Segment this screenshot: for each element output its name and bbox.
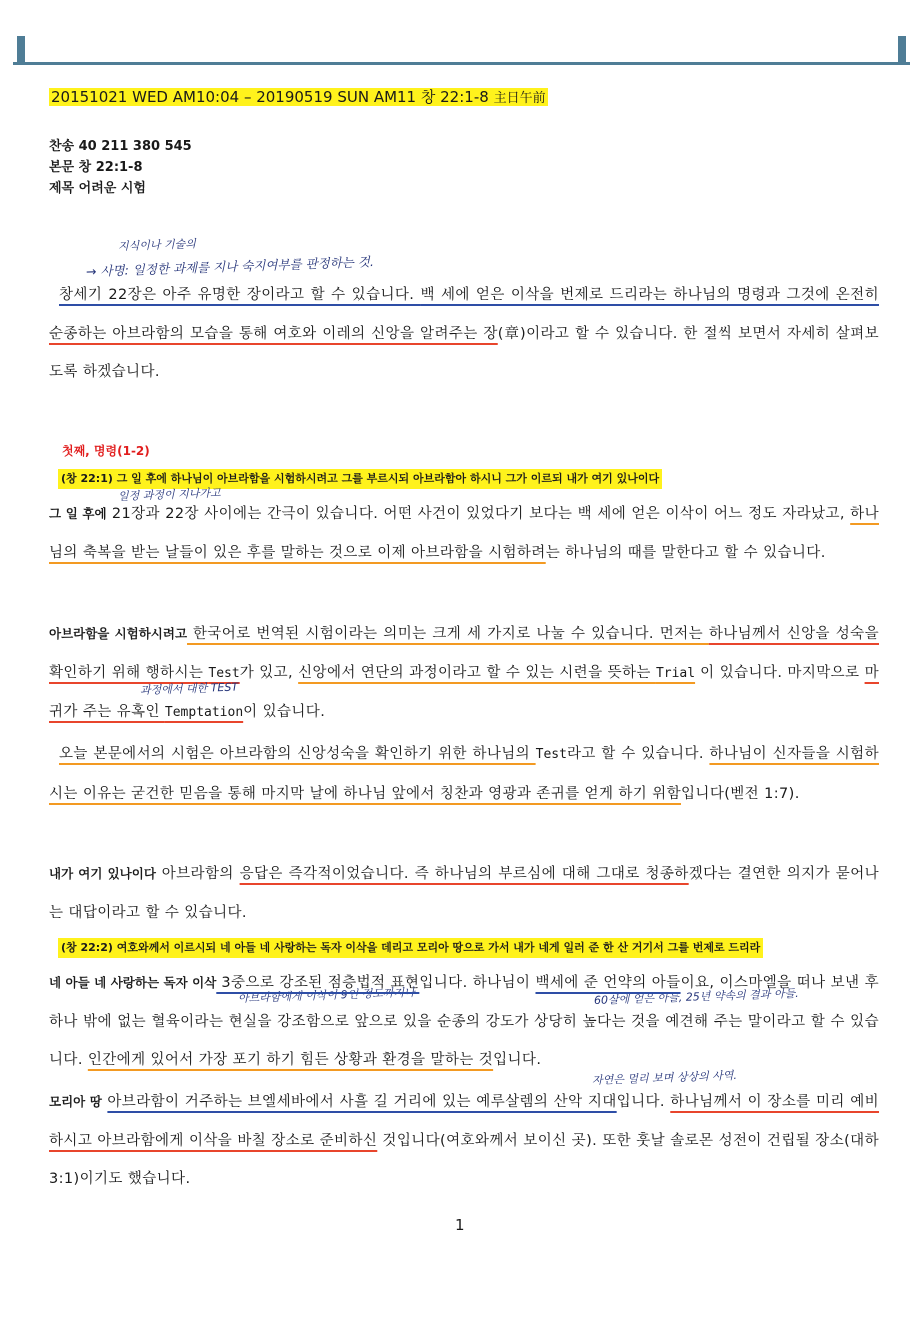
paragraph-todays-test: 오늘 본문에서의 시험은 아브라함의 신앙성숙을 확인하기 위한 하나님의 Test라고 할 수 있습니다. 하나님이 신자들을 시험하시는 이유는 굳건한 믿음을 통해 마지막 날에 하나님 앞에서 칭찬과 영광과 존귀를 얻게 하기 위함입니다(벧전 1:7). — [49, 746, 880, 802]
handwritten-note: 지식이나 기술의 — [117, 237, 197, 253]
handwritten-note: 과정에서 대한 TEST — [139, 680, 239, 697]
hymn-line: 찬송 40 211 380 545 — [49, 139, 192, 154]
text-line: 본문 창 22:1-8 — [49, 160, 143, 175]
handwritten-note: → 사명: 일정한 과제를 지나 숙지여부를 판정하는 것. — [85, 253, 375, 279]
top-rule — [13, 62, 910, 65]
page-number: 1 — [455, 1216, 465, 1234]
top-rule-right-tab — [898, 36, 906, 64]
lead-phrase: 아브라함을 시험하시려고 — [49, 626, 188, 641]
lead-phrase: 그 일 후에 — [49, 506, 107, 521]
handwritten-note: 일정 과정이 지나가고 — [117, 486, 221, 503]
paragraph-after: 그 일 후에 21장과 22장 사이에는 간극이 있습니다. 어떤 사건이 있었다기 보다는 백 세에 얻은 이삭이 어느 정도 자라났고, 하나님의 축복을 받는 날들이 있은 후를 말하는 것으로 이제 아브라함을 시험하려는 하나님의 때를 말한다고 할 수 있습니다. — [49, 506, 879, 561]
handwritten-note: 60살에 얻은 아들, 25년 약속의 결과 아들. — [593, 986, 799, 1007]
lead-phrase: 내가 여기 있나이다 — [49, 866, 156, 881]
lead-phrase: 네 아들 네 사랑하는 독자 이삭 — [49, 975, 217, 990]
paragraph-test-meanings: 아브라함을 시험하시려고 한국어로 번역된 시험이라는 의미는 크게 세 가지로 나눌 수 있습니다. 먼저는 하나님께서 신앙을 성숙을 확인하기 위해 행하시는 Test가 있고, 신앙에서 연단의 과정이라고 할 수 있는 시련을 뜻하는 Trial 이 있습니다. 마지막으로 마귀가 주는 유혹인 Temptation이 있습니다. — [49, 626, 879, 720]
verse-quote: (창 22:1) 그 일 후에 하나님이 아브라함을 시험하시려고 그를 부르시되 아브라함아 하시니 그가 이르되 내가 여기 있나이다 — [58, 469, 662, 489]
handwritten-note: 아브라함에게 이삭이 9인 정도까지나 — [237, 985, 416, 1005]
section-heading: 첫째, 명령(1-2) — [62, 444, 150, 458]
lead-phrase: 모리아 땅 — [49, 1094, 103, 1109]
paragraph-only-son: 네 아들 네 사랑하는 독자 이삭 3중으로 강조된 점층법적 표현입니다. 하나님이 백세에 준 언약의 아들이요, 이스마엘을 떠나 보낸 후 하나 밖에 없는 혈육이라는 현실을 강조함으로 앞으로 있을 순종의 강도가 상당히 높다는 것을 예견해 주는 말이라고 할 수 있습니다. 인간에게 있어서 가장 포기 하기 힘든 상황과 환경을 말하는 것입니다. — [49, 975, 879, 1068]
verse-quote: (창 22:2) 여호와께서 이르시되 네 아들 네 사랑하는 독자 이삭을 데리고 모리아 땅으로 가서 내가 네게 일러 준 한 산 거기서 그를 번제로 드리라 — [58, 938, 763, 958]
intro-paragraph: 창세기 22장은 아주 유명한 장이라고 할 수 있습니다. 백 세에 얻은 이삭을 번제로 드리라는 하나님의 명령과 그것에 온전히 순종하는 아브라함의 모습을 통해 여호와 이레의 신앙을 알려주는 장(章)이라고 할 수 있습니다. 한 절씩 보면서 자세히 살펴보도록 하겠습니다. — [49, 287, 879, 380]
title-line: 제목 어려운 시험 — [49, 181, 146, 196]
sermon-header — [49, 86, 548, 110]
paragraph-here-i-am: 내가 여기 있나이다 아브라함의 응답은 즉각적이었습니다. 즉 하나님의 부르심에 대해 그대로 청종하겠다는 결연한 의지가 묻어나는 대답이라고 할 수 있습니다. — [49, 866, 880, 921]
header-suffix: 主日午前 — [493, 91, 546, 106]
sermon-meta — [49, 136, 192, 199]
paragraph-moriah: 모리아 땅 아브라함이 거주하는 브엘세바에서 사흘 길 거리에 있는 예루살렘의 산악 지대입니다. 하나님께서 이 장소를 미리 예비하시고 아브라함에게 이삭을 바칠 장소로 준비하신 것입니다(여호와께서 보이신 곳). 또한 훗날 솔로몬 성전이 건립될 장소(대하 3:1)이기도 했습니다. — [49, 1094, 880, 1187]
top-rule-left-tab — [17, 36, 25, 64]
handwritten-note: 자연은 멀리 보며 상상의 사역. — [591, 1068, 738, 1087]
header-dates: 20151021 WED AM10:04 – 20190519 SUN AM11 창 22:1-8 — [51, 88, 489, 106]
